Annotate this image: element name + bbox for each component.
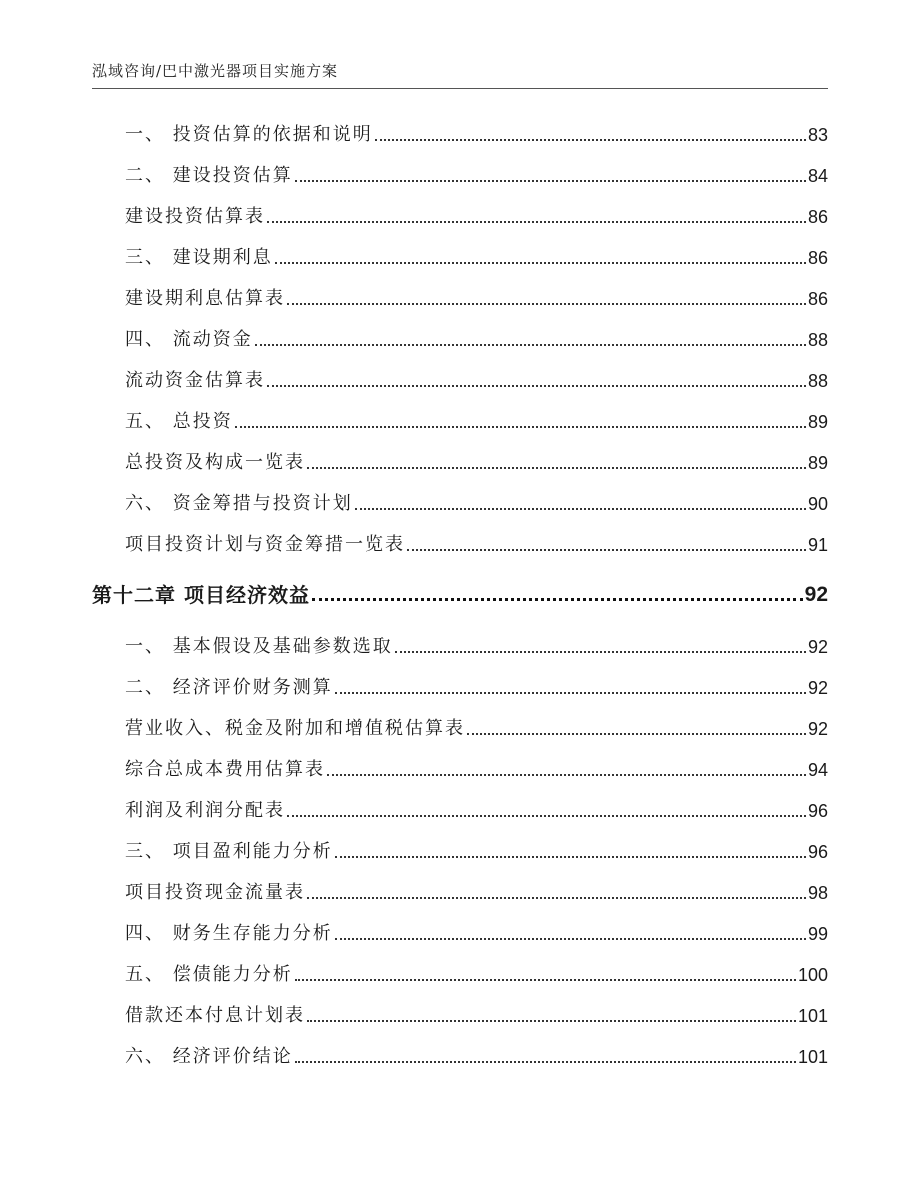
toc-entry-page: 88 [807,330,828,350]
toc-leader-dots [287,814,806,817]
toc-entry[interactable] [125,1046,828,1068]
toc-leader-dots [407,548,806,551]
toc-entry-label: 五、 总投资 [125,411,233,432]
toc-entry[interactable] [125,493,828,515]
toc-entry[interactable] [125,165,828,187]
toc-leader-dots [307,466,806,469]
toc-leader-dots [467,732,806,735]
toc-entry-label: 二、 经济评价财务测算 [125,677,333,698]
toc-leader-dots [267,220,806,223]
toc-leader-dots [375,138,806,141]
toc-entry-page: 90 [807,494,828,514]
toc-entry-label: 总投资及构成一览表 [125,452,305,473]
toc-entry-label: 四、 财务生存能力分析 [125,923,333,944]
toc-entry-page: 92 [807,637,828,657]
toc-entry-label: 流动资金估算表 [125,370,265,391]
toc-leader-dots [287,302,806,305]
toc-entry-label: 建设投资估算表 [125,206,265,227]
toc-entry-page: 96 [807,801,828,821]
toc-entry[interactable] [125,124,828,146]
toc-leader-dots [327,773,806,776]
toc-entry[interactable] [125,636,828,658]
toc-entry-label: 三、 项目盈利能力分析 [125,841,333,862]
toc-entry-label: 四、 流动资金 [125,329,253,350]
toc-entry-page: 84 [807,166,828,186]
toc-entry-label: 营业收入、税金及附加和增值税估算表 [125,718,465,739]
toc-entry[interactable] [125,206,828,228]
toc-entry-page: 89 [807,412,828,432]
toc-entry-page: 92 [807,678,828,698]
toc-entry-label: 项目投资计划与资金筹措一览表 [125,534,405,555]
toc-entry[interactable] [125,800,828,822]
toc-leader-dots [275,261,806,264]
toc-entry-label: 六、 资金筹措与投资计划 [125,493,353,514]
toc-entry[interactable] [125,923,828,945]
toc-entry-page: 101 [797,1006,828,1026]
toc-entry[interactable] [125,718,828,740]
toc-entry-page: 94 [807,760,828,780]
toc-leader-dots [335,855,806,858]
toc-entry-label: 综合总成本费用估算表 [125,759,325,780]
page-header: 泓域咨询/巴中激光器项目实施方案 [92,62,339,80]
toc-leader-dots [295,1060,796,1063]
toc-entry[interactable] [125,677,828,699]
toc-entry-label: 借款还本付息计划表 [125,1005,305,1026]
toc-leader-dots [335,691,806,694]
toc-entry-label: 六、 经济评价结论 [125,1046,293,1067]
toc-entry-label: 一、 基本假设及基础参数选取 [125,636,393,657]
toc-entry-page: 101 [797,1047,828,1067]
toc-leader-dots [307,1019,796,1022]
toc-entry-label: 利润及利润分配表 [125,800,285,821]
toc-leader-dots [295,179,806,182]
toc-entry[interactable] [125,759,828,781]
toc-entry-page: 99 [807,924,828,944]
toc-chapter-entry[interactable] [92,584,828,606]
toc-entry-page: 86 [807,248,828,268]
toc-entry[interactable] [125,370,828,392]
toc-leader-dots [395,650,806,653]
header-divider [92,88,828,89]
toc-entry-label: 三、 建设期利息 [125,247,273,268]
toc-entry[interactable] [125,841,828,863]
toc-leader-dots [255,343,806,346]
toc-leader-dots [307,896,806,899]
toc-entry-label: 第十二章 项目经济效益 [92,583,310,607]
toc-entry[interactable] [125,1005,828,1027]
toc-entry-page: 89 [807,453,828,473]
toc-entry-page: 92 [804,583,828,606]
toc-entry-page: 98 [807,883,828,903]
toc-entry-page: 100 [797,965,828,985]
toc-entry-page: 86 [807,207,828,227]
toc-entry[interactable] [125,964,828,986]
toc-leader-dots [295,978,796,981]
toc-entry[interactable] [125,534,828,556]
toc-leader-dots [312,597,803,601]
toc-entry-page: 88 [807,371,828,391]
toc-entry[interactable] [125,288,828,310]
toc-entry[interactable] [125,329,828,351]
toc-entry[interactable] [125,247,828,269]
toc-entry[interactable] [125,452,828,474]
toc-entry-label: 建设期利息估算表 [125,288,285,309]
toc-entry-page: 96 [807,842,828,862]
toc-leader-dots [235,425,806,428]
toc-entry-label: 项目投资现金流量表 [125,882,305,903]
toc-entry[interactable] [125,882,828,904]
toc-entry-page: 83 [807,125,828,145]
toc-entry-label: 五、 偿债能力分析 [125,964,293,985]
toc-leader-dots [335,937,806,940]
toc-entry-page: 92 [807,719,828,739]
toc-leader-dots [355,507,806,510]
toc-entry-page: 86 [807,289,828,309]
toc-entry-page: 91 [807,535,828,555]
toc-entry-label: 二、 建设投资估算 [125,165,293,186]
toc-leader-dots [267,384,806,387]
toc-entry-label: 一、 投资估算的依据和说明 [125,124,373,145]
toc-entry[interactable] [125,411,828,433]
